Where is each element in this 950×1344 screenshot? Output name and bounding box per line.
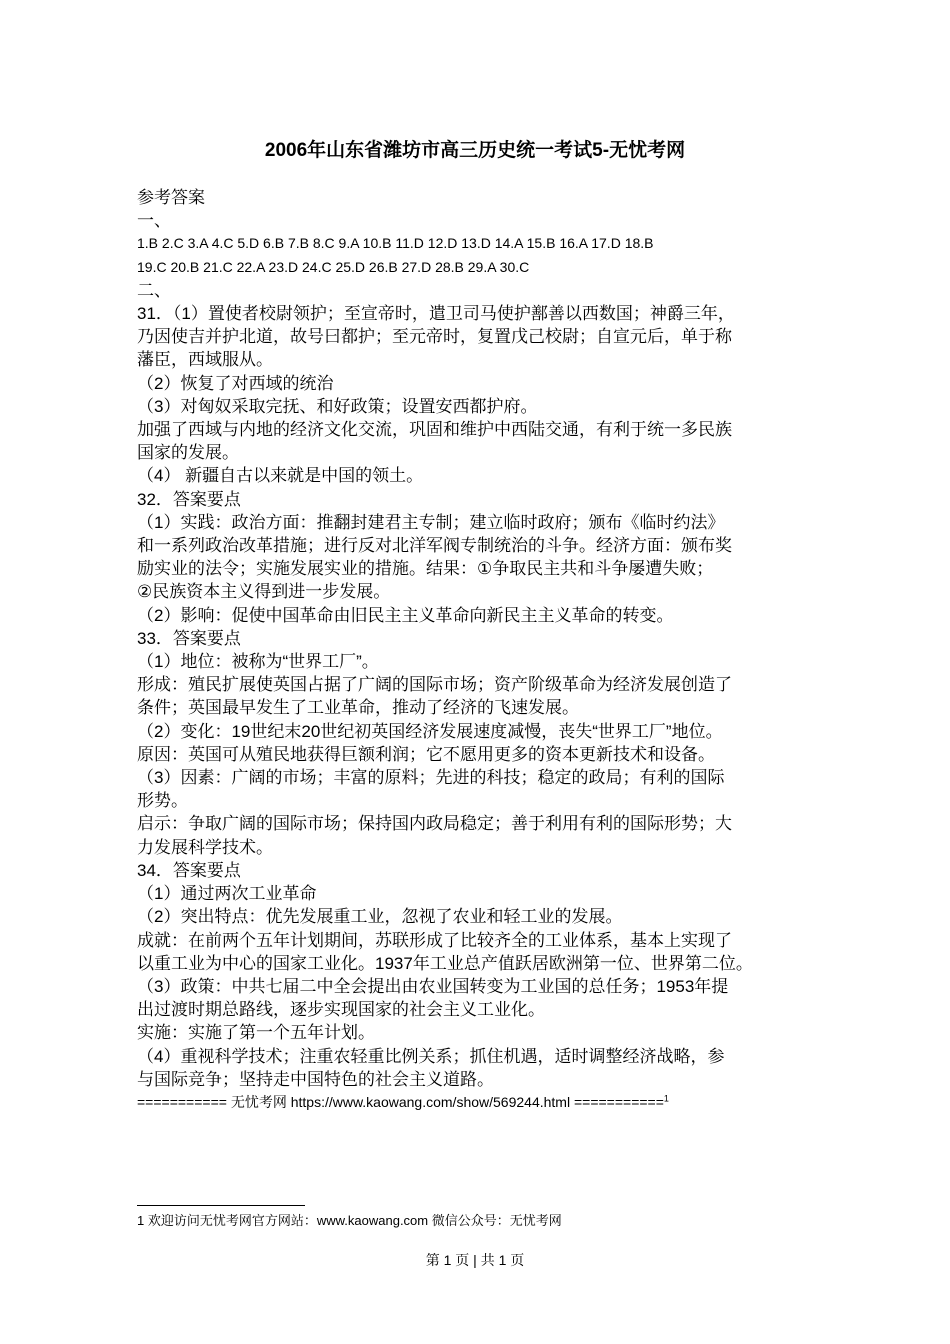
text-line: 33．答案要点 [137, 628, 241, 648]
text-line: 启示：争取广阔的国际市场；保持国内政局稳定；善于利用有利的国际形势；大 [137, 814, 732, 834]
text-line: 一、 [137, 211, 171, 231]
page-number: 第 1 页 | 共 1 页 [425, 1252, 525, 1268]
text-line: 藩臣，西域服从。 [137, 350, 273, 370]
text-line: （1）地位：被称为“世界工厂”。 [137, 652, 379, 672]
text-line: （2）突出特点：优先发展重工业，忽视了农业和轻工业的发展。 [137, 907, 623, 927]
text-line: 条件；英国最早发生了工业革命，推动了经济的飞速发展。 [137, 698, 579, 718]
text-line: 形成：殖民扩展使英国占据了广阔的国际市场；资产阶级革命为经济发展创造了 [137, 675, 732, 695]
text-line: （3）政策：中共七届二中全会提出由农业国转变为工业国的总任务；1953年提 [137, 976, 729, 996]
text-line: 二、 [137, 280, 171, 300]
text-line: 乃因使吉并护北道，故号曰都护；至元帝时，复置戊己校尉；自宣元后，单于称 [137, 327, 732, 347]
text-line: 实施：实施了第一个五年计划。 [137, 1023, 375, 1043]
text-line: （3）因素：广阔的市场；丰富的原料；先进的科技；稳定的政局；有利的国际 [137, 768, 725, 788]
text-line: 出过渡时期总路线，逐步实现国家的社会主义工业化。 [137, 1000, 545, 1020]
text-line: 19.C 20.B 21.C 22.A 23.D 24.C 25.D 26.B 27.D 28.B 29.A 30.C [137, 258, 530, 275]
text-line: 34．答案要点 [137, 860, 241, 880]
document-title: 2006年山东省潍坊市高三历史统一考试5-无忧考网 [264, 140, 686, 161]
text-line: 32．答案要点 [137, 489, 241, 509]
text-line: 31．（1）置使者校尉领护；至宣帝时，遣卫司马使护鄯善以西数国；神爵三年， [137, 304, 735, 324]
text-line: （3）对匈奴采取完抚、和好政策；设置安西都护府。 [137, 396, 538, 416]
text-line: 以重工业为中心的国家工业化。1937年工业总产值跃居欧洲第一位、世界第二位。 [137, 953, 753, 973]
text-line: 1.B 2.C 3.A 4.C 5.D 6.B 7.B 8.C 9.A 10.B 11.D 12.D 13.D 14.A 15.B 16.A 17.D 18.B [137, 235, 654, 252]
text-line: 参考答案 [137, 188, 205, 207]
footnote: 1 欢迎访问无忧考网官方网站：www.kaowang.com 微信公众号：无忧考网 [137, 1213, 562, 1228]
text-line: （1）实践：政治方面：推翻封建君主专制；建立临时政府；颁布《临时约法》 [137, 512, 725, 532]
text-line: ②民族资本主义得到进一步发展。 [137, 582, 391, 602]
text-line: （2）影响：促使中国革命由旧民主主义革命向新民主主义革命的转变。 [137, 605, 674, 625]
text-line: 原因：英国可从殖民地获得巨额利润；它不愿用更多的资本更新技术和设备。 [137, 744, 715, 764]
text-line: 力发展科学技术。 [137, 837, 273, 857]
footnote-divider [137, 1205, 305, 1206]
source-line [137, 1091, 817, 1114]
text-line: 国家的发展。 [137, 443, 239, 463]
text-line: 与国际竞争；坚持走中国特色的社会主义道路。 [137, 1069, 494, 1089]
text-line: （4） 新疆自古以来就是中国的领土。 [137, 466, 424, 486]
text-line: 励实业的法令；实施发展实业的措施。结果：①争取民主共和斗争屡遭失败； [137, 559, 714, 579]
text-line: 成就：在前两个五年计划期间，苏联形成了比较齐全的工业体系，基本上实现了 [137, 930, 732, 950]
source-line-text: =========== 无忧考网 https://www.kaowang.com/show/569244.html =========== [137, 1093, 664, 1110]
text-line: 形势。 [137, 791, 188, 811]
footnote-marker: 1 [663, 1093, 669, 1104]
text-line: 和一系列政治改革措施；进行反对北洋军阀专制统治的斗争。经济方面：颁布奖 [137, 536, 732, 556]
text-line: （4）重视科学技术；注重农轻重比例关系；抓住机遇，适时调整经济战略，参 [137, 1046, 725, 1066]
text-line: （2）变化：19世纪末20世纪初英国经济发展速度减慢，丧失“世界工厂”地位。 [137, 721, 723, 741]
document-body [137, 186, 817, 1114]
text-line: （2）恢复了对西域的统治 [137, 373, 334, 393]
text-line: （1）通过两次工业革命 [137, 884, 317, 904]
text-line: 加强了西域与内地的经济文化交流，巩固和维护中西陆交通，有利于统一多民族 [137, 420, 732, 440]
